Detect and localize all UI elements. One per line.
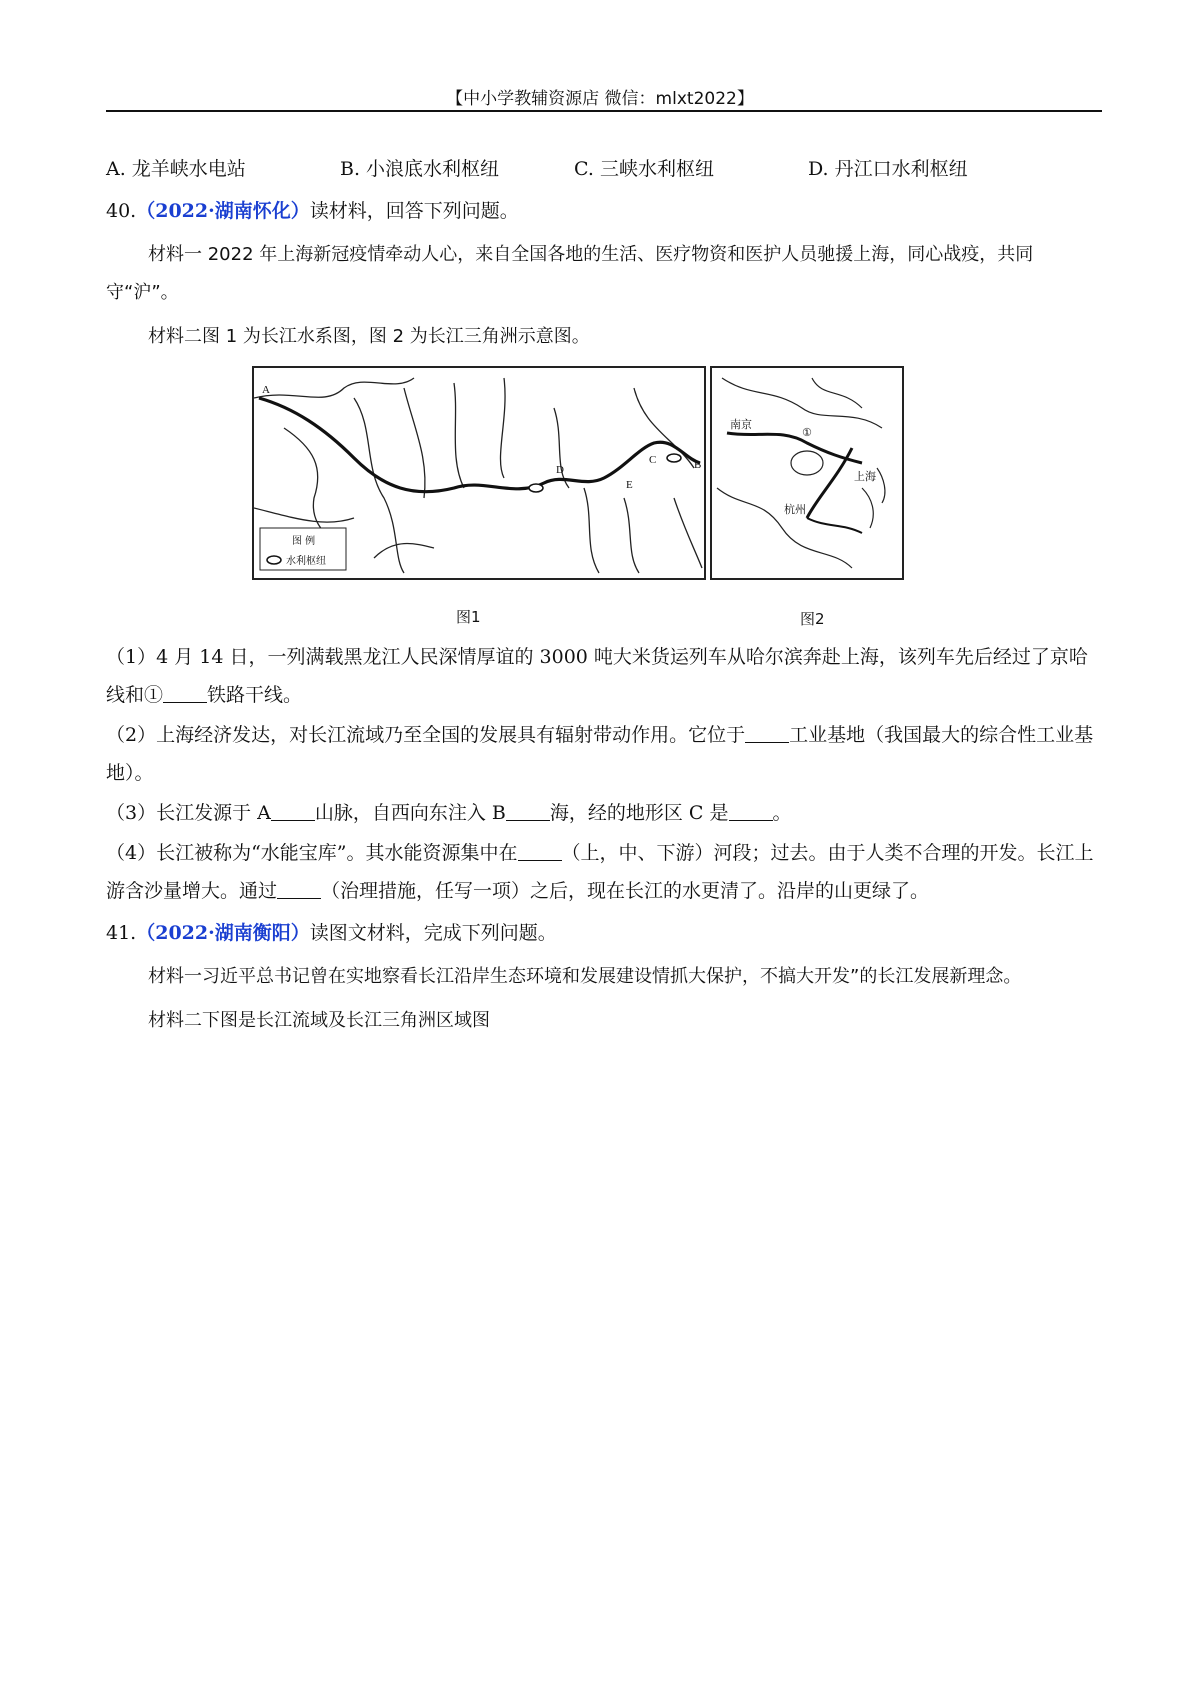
sub-question-1 — [106, 638, 1102, 714]
sub-question-3 — [106, 794, 1102, 832]
question-number: 40. — [106, 200, 137, 222]
question-41-title — [106, 914, 1102, 952]
question-prompt: 读材料，回答下列问题。 — [309, 200, 519, 222]
question-source: （2022·湖南衡阳） — [136, 922, 310, 944]
document-body — [106, 150, 1102, 1046]
material-2: 材料二图 1 为长江水系图，图 2 为长江三角洲示意图。 — [148, 326, 590, 347]
figure-1-caption: 图1 — [456, 608, 481, 626]
label-shanghai: 上海 — [854, 470, 876, 483]
answer-blank — [506, 800, 550, 821]
sub4-text-a: （4）长江被称为“水能宝库”。其水能资源集中在 — [106, 842, 518, 864]
page-header: 【中小学教辅资源店 微信：mlxt2022】 — [446, 89, 754, 109]
sub4-text-b: （上，中、下游）河段；过去。由于人类不合理的开发。长江上游含沙量增大。通过 — [106, 842, 1094, 902]
option-b: B. 小浪底水利枢纽 — [340, 158, 500, 180]
sub2-text-b: 工业基地（我国最大的综合性工业基地）。 — [106, 724, 1094, 784]
dam-markers — [529, 454, 681, 492]
header-rule — [106, 110, 1102, 112]
answer-blank — [277, 878, 321, 899]
answer-blank — [729, 800, 773, 821]
answer-blank — [163, 682, 207, 703]
yangtze-river-map — [252, 366, 706, 580]
sub2-text-a: （2）上海经济发达，对长江流域乃至全国的发展具有辐射带动作用。它位于 — [106, 724, 746, 746]
option-a: A. 龙羊峡水电站 — [106, 158, 246, 180]
label-railway-1: ① — [802, 426, 812, 439]
label-nanjing: 南京 — [730, 418, 752, 431]
question-40-title — [106, 192, 1102, 230]
sub4-text-c: （治理措施，任写一项）之后，现在长江的水更清了。沿岸的山更绿了。 — [321, 880, 930, 902]
sub3-text-a: （3）长江发源于 A — [106, 802, 271, 824]
sub3-text-b: 山脉，自西向东注入 B — [314, 802, 506, 824]
question-prompt: 读图文材料，完成下列问题。 — [309, 922, 557, 944]
figures — [106, 366, 1102, 636]
option-c: C. 三峡水利枢纽 — [574, 158, 714, 180]
figure-2-caption: 图2 — [800, 610, 825, 628]
answer-blank — [518, 840, 562, 861]
label-hangzhou: 杭州 — [784, 503, 806, 516]
option-d: D. 丹江口水利枢纽 — [808, 158, 968, 180]
map-label-b: B — [694, 459, 702, 471]
question-source: （2022·湖南怀化） — [136, 200, 310, 222]
question-number: 41. — [106, 922, 137, 944]
map-label-e: E — [626, 479, 633, 491]
sub-question-4 — [106, 834, 1102, 910]
map-label-c: C — [649, 454, 657, 466]
map-legend — [260, 528, 346, 570]
sub3-text-c: 海，经的地形区 C 是 — [549, 802, 729, 824]
sub1-text-b: 铁路干线。 — [207, 684, 303, 706]
sub3-text-d: 。 — [772, 802, 792, 824]
yangtze-delta-map — [710, 366, 904, 580]
map-label-d: D — [556, 464, 564, 476]
map-label-a: A — [262, 384, 270, 396]
sub-question-2 — [106, 716, 1102, 792]
material-1: 材料一 2022 年上海新冠疫情牵动人心，来自全国各地的生活、医疗物资和医护人员驰援上海，同心战疫，共同守“沪”。 — [106, 244, 1034, 303]
legend-item: 水利枢纽 — [286, 556, 326, 567]
material-2: 材料二下图是长江流域及长江三角洲区域图 — [148, 1010, 490, 1031]
sub1-text-a: （1）4 月 14 日，一列满载黑龙江人民深情厚谊的 3000 吨大米货运列车从哈尔滨奔赴上海，该列车先后经过了京哈线和① — [106, 646, 1088, 706]
answer-blank — [271, 800, 315, 821]
answer-blank — [745, 722, 789, 743]
legend-title: 图 例 — [292, 536, 316, 547]
answer-options — [106, 150, 1102, 188]
material-1: 材料一习近平总书记曾在实地察看长江沿岸生态环境和发展建设情抓大保护，不搞大开发”的长江发展新理念。 — [148, 966, 1022, 987]
